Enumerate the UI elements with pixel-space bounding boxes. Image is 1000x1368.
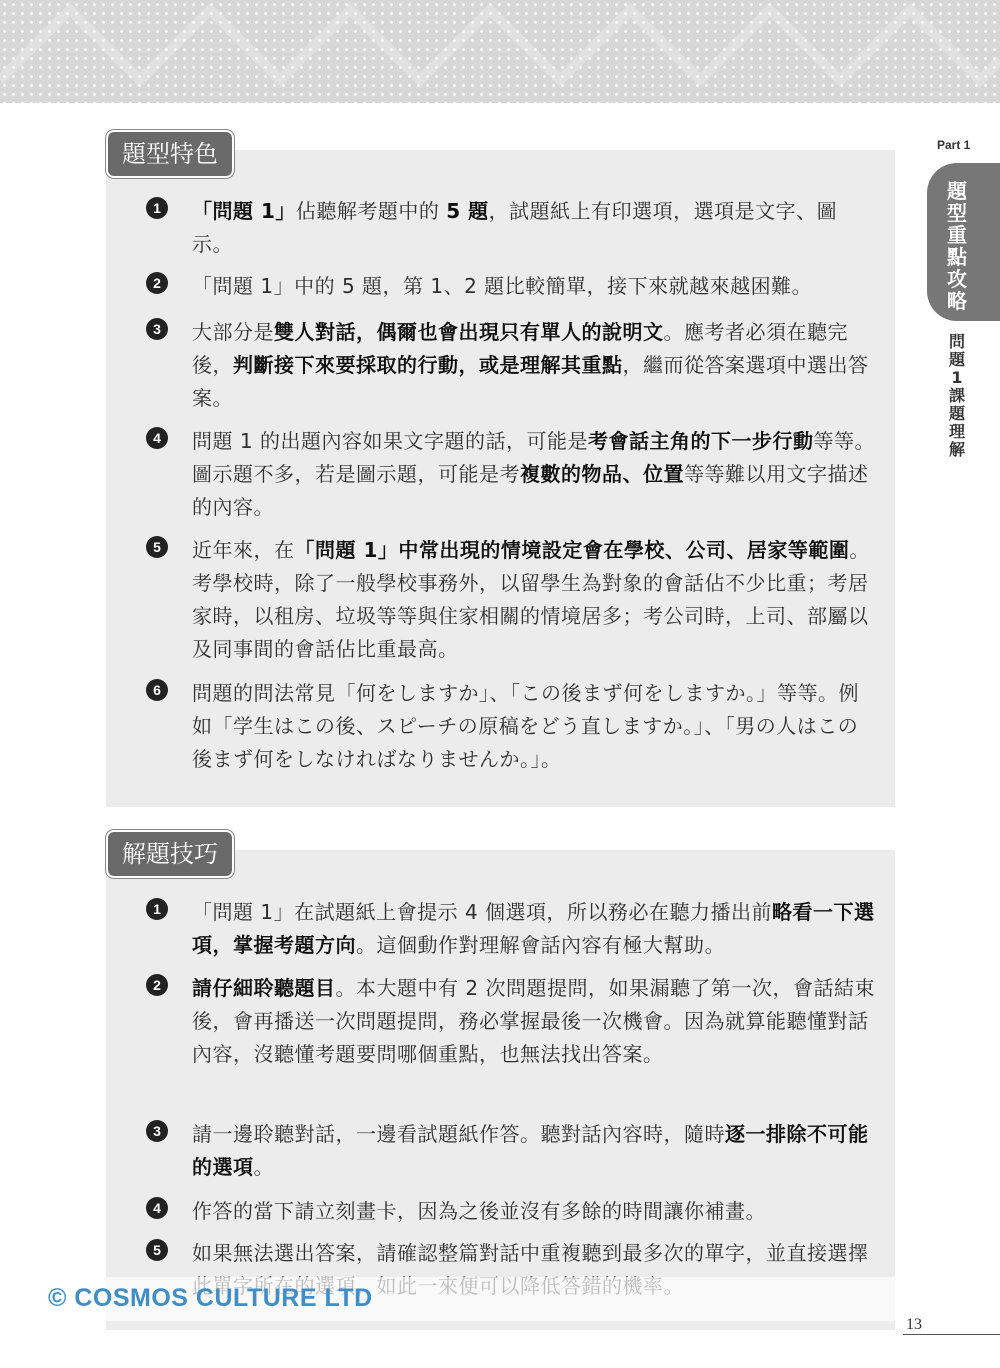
chapter-sub-label: 問題1 課題理解 (948, 332, 965, 459)
item-text: 作答的當下請立刻畫卡，因為之後並沒有多餘的時間讓你補畫。 (192, 1199, 766, 1223)
number-bullet: 1 (146, 197, 168, 219)
number-bullet: 2 (146, 974, 168, 996)
item-text: 「問題 1」在試題紙上會提示 4 個選項，所以務必在聽力播出前略看一下選項，掌握考題方向。這個動作對理解會話內容有極大幫助。 (192, 900, 875, 957)
list-item (146, 270, 876, 303)
zigzag-decoration (0, 0, 1000, 103)
number-bullet: 4 (146, 427, 168, 449)
chapter-tab-label: 題型重點攻略 (947, 179, 967, 313)
list-item (146, 534, 876, 666)
item-text: 問題的問法常見「何をしますか」、「この後まず何をしますか。」等等。例如「学生はこの後、スピーチの原稿をどう直しますか。」、「男の人はこの後まず何をしなければなりませんか。」。 (192, 681, 859, 771)
item-text: 近年來，在「問題 1」中常出現的情境設定會在學校、公司、居家等範圍。考學校時，除了一般學校事務外，以留學生為對象的會話佔不少比重；考居家時，以租房、垃圾等等與住家相關的情境居多；考公司時，上司、部屬以及同事間的會話佔比重最高。 (192, 538, 870, 661)
list-item (146, 195, 876, 261)
item-text: 如果無法選出答案，請確認整篇對話中重複聽到最多次的單字，並直接選擇 (192, 1241, 869, 1265)
item-text: 請仔細聆聽題目。本大題中有 2 次問題提問，如果漏聽了第一次，會話結束後，會再播送一次問題提問，務必掌握最後一次機會。因為就算能聽懂對話內容，沒聽懂考題要問哪個重點，也無法找出答案。 (192, 976, 875, 1066)
item-text: 「問題 1」中的 5 題，第 1、2 題比較簡單，接下來就越來越困難。 (192, 274, 813, 298)
page-number: 13 (906, 1316, 922, 1333)
item-text: 問題 1 的出題內容如果文字題的話，可能是考會話主角的下一步行動等等。圖示題不多，若是圖示題，可能是考複數的物品、位置等等難以用文字描述的內容。 (192, 429, 875, 519)
header-pattern (0, 0, 1000, 103)
part-label: Part 1 (937, 138, 971, 152)
item-text: 大部分是雙人對話，偶爾也會出現只有單人的說明文。應考者必須在聽完後，判斷接下來要採取的行動，或是理解其重點，繼而從答案選項中選出答案。 (192, 320, 869, 410)
number-bullet: 5 (146, 1239, 168, 1261)
list-item (146, 677, 876, 776)
number-bullet: 3 (146, 318, 168, 340)
number-bullet: 3 (146, 1120, 168, 1142)
item-text: 請一邊聆聽對話，一邊看試題紙作答。聽對話內容時，隨時逐一排除不可能的選項。 (192, 1122, 869, 1179)
list-item (146, 972, 876, 1071)
copyright-watermark: © COSMOS CULTURE LTD (48, 1284, 373, 1312)
list-item (146, 1195, 876, 1228)
list-item (146, 425, 876, 524)
list-item (146, 896, 876, 962)
list-item (146, 316, 876, 415)
page-number-rule (903, 1334, 1000, 1335)
section-title-features: 題型特色 (106, 130, 234, 178)
list-item (146, 1118, 876, 1184)
number-bullet: 4 (146, 1197, 168, 1219)
number-bullet: 1 (146, 898, 168, 920)
number-bullet: 5 (146, 536, 168, 558)
section-title-tips: 解題技巧 (106, 830, 234, 878)
item-text: 「問題 1」佔聽解考題中的 5 題，試題紙上有印選項，選項是文字、圖示。 (192, 199, 838, 256)
number-bullet: 6 (146, 679, 168, 701)
number-bullet: 2 (146, 272, 168, 294)
